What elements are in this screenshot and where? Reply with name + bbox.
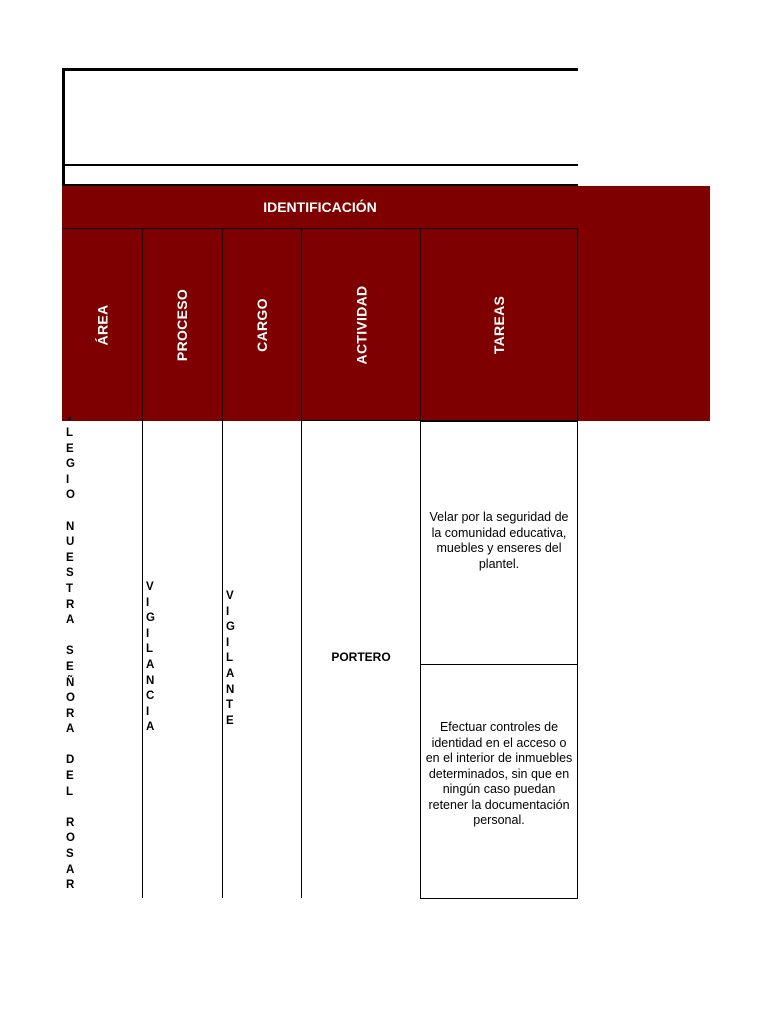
header-col-divider: [222, 229, 223, 421]
column-header-proceso: [142, 229, 222, 420]
area-value: L E G I O N U E S T R A S E Ñ O R A D E L R O S A R: [66, 427, 75, 892]
proceso-value: V I G I L A N C I A: [146, 581, 155, 734]
actividad-value: PORTERO: [331, 650, 391, 664]
header-col-divider: [142, 229, 143, 421]
column-header-tareas-label: TAREAS: [490, 295, 507, 354]
area-tick: [68, 417, 71, 420]
column-header-area-label: ÁREA: [94, 304, 110, 345]
body-col-divider: [222, 421, 223, 898]
column-header-actividad-label: ACTIVIDAD: [352, 285, 369, 364]
task-text: Velar por la seguridad de la comunidad educativa, muebles y enseres del plantel.: [429, 510, 569, 571]
column-header-cargo: [222, 229, 302, 420]
column-header-tareas: [420, 229, 578, 420]
column-header-area: [62, 229, 142, 420]
column-header-actividad: [302, 229, 420, 420]
spacer-line: [62, 166, 65, 186]
header-col-divider: [301, 229, 302, 421]
task-cell: [420, 421, 578, 665]
column-header-proceso-label: PROCESO: [174, 288, 190, 361]
column-header-cargo-label: CARGO: [254, 297, 270, 352]
task-cell: [420, 664, 578, 899]
title-box: [62, 68, 578, 166]
section-title: IDENTIFICACIÓN: [263, 199, 377, 215]
body-col-divider: [142, 421, 143, 898]
task-text: Efectuar controles de identidad en el acceso o en el interior de inmuebles determinados, sin que en ningún caso puedan retener la documentación personal.: [425, 720, 573, 828]
header-col-divider: [577, 229, 578, 421]
cargo-value: V I G I L A N T E: [226, 590, 235, 727]
header-col-divider: [420, 229, 421, 421]
